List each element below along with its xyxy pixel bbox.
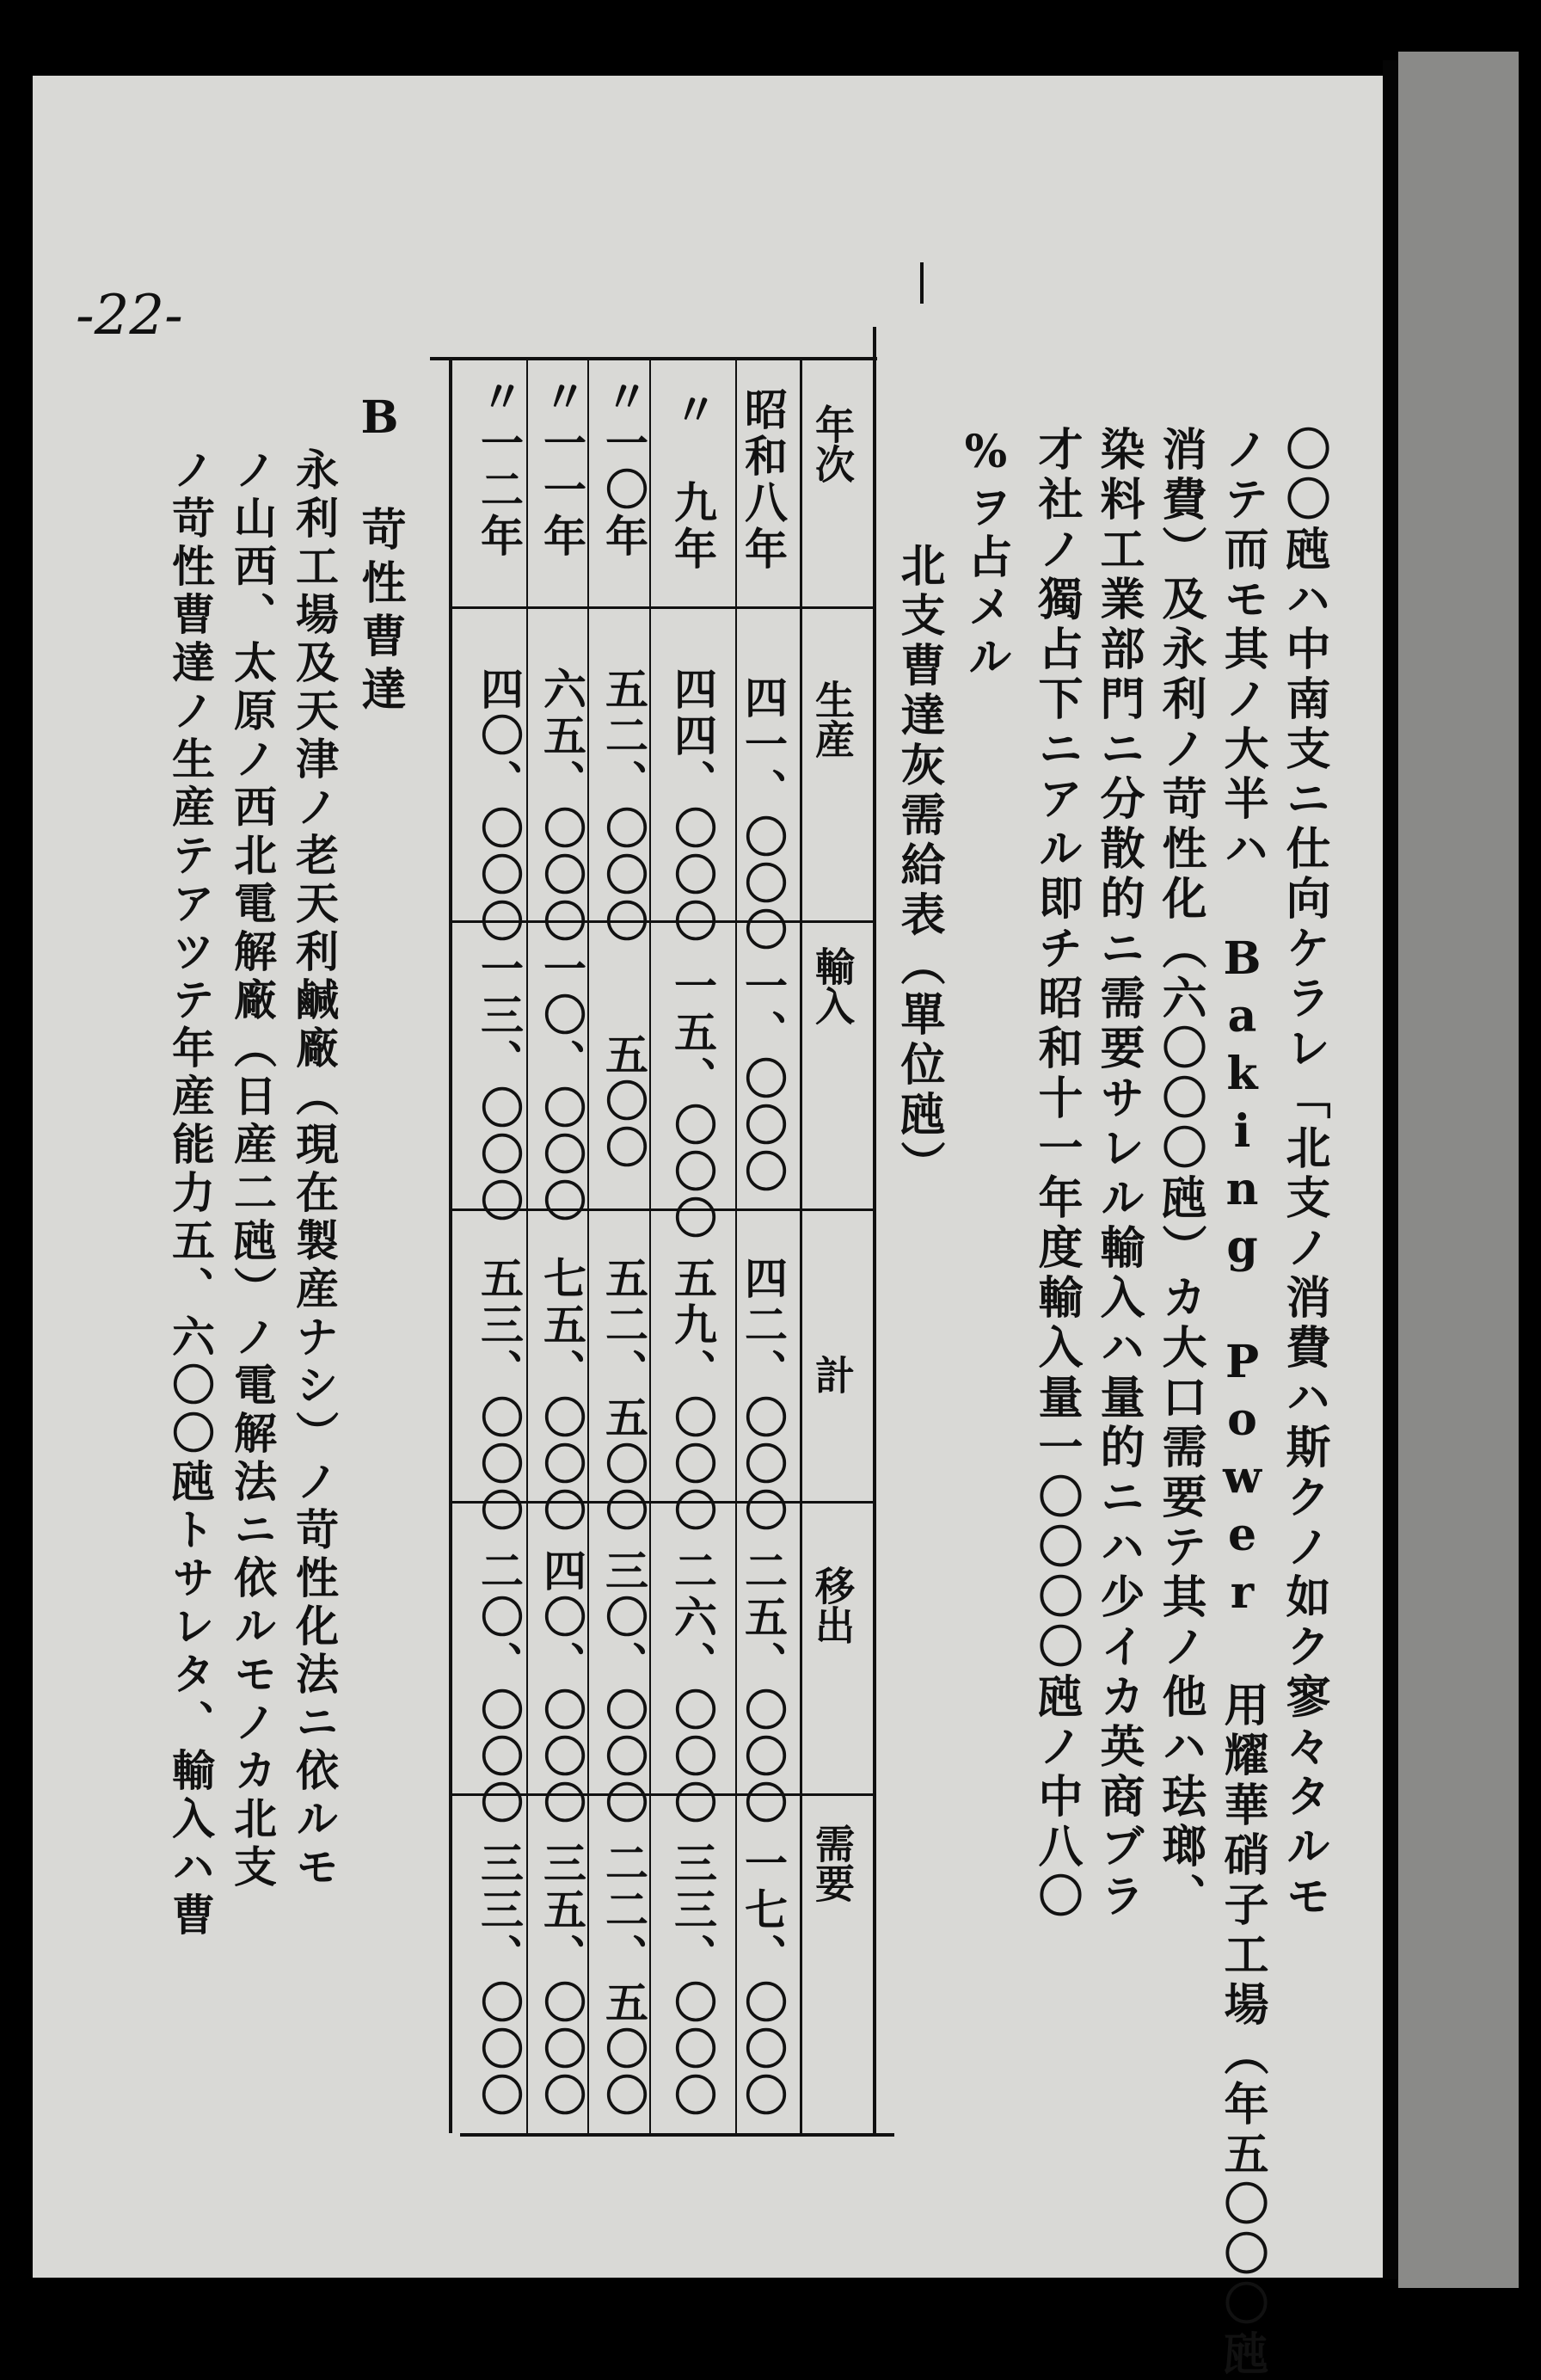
row3-demand: 二二、五〇〇 xyxy=(599,1841,649,2119)
row2-export: 二六、〇〇〇 xyxy=(667,1548,718,1827)
row4-export: 四〇、〇〇〇 xyxy=(537,1548,587,1827)
header-column-divider xyxy=(800,357,802,2133)
row-divider-2 xyxy=(649,357,651,2133)
row4-year: 〃一一年 xyxy=(537,374,587,560)
row1-production: 四一、〇〇〇 xyxy=(738,675,789,954)
column-divider-year xyxy=(449,606,873,609)
paragraph-line-4: 染料工業部門ニ分散的ニ需要サレル輸入ハ量的ニハ少イカ英商ブラ xyxy=(1092,426,1145,1922)
row-divider-4 xyxy=(526,357,528,2133)
paragraph-line-5: 才社ノ獨占下ニアル即チ昭和十一年度輸入量一〇〇〇〇瓲ノ中八〇 xyxy=(1030,426,1083,1922)
header-production: 生産 xyxy=(809,680,856,759)
table-right-border xyxy=(873,327,876,2133)
row3-export: 三〇、〇〇〇 xyxy=(599,1548,649,1827)
row2-production: 四四、〇〇〇 xyxy=(667,667,718,945)
paragraph-line-3: 消費）及永利ノ苛性化（六〇〇〇瓲）カ大口需要テ其ノ他ハ珐瑯、 xyxy=(1154,426,1206,1922)
row-divider-1 xyxy=(735,357,737,2133)
row-divider-3 xyxy=(587,357,589,2133)
row4-import: 一〇、〇〇〇 xyxy=(537,946,587,1225)
section-b-line-1: 永利工場及天津ノ老天利鹹廠（現在製産ナシ）ノ苛性化法ニ依ルモ xyxy=(289,447,340,1892)
row1-year: 昭和八年 xyxy=(738,387,789,573)
row5-total: 五三、〇〇〇 xyxy=(474,1256,525,1534)
header-import: 輸入 xyxy=(809,946,856,1025)
row4-demand: 三五、〇〇〇 xyxy=(537,1841,587,2119)
row5-export: 二〇、〇〇〇 xyxy=(474,1548,525,1827)
row1-import: 一、〇〇〇 xyxy=(738,963,789,1196)
row5-demand: 三三、〇〇〇 xyxy=(474,1841,525,2119)
row3-import: 五〇〇 xyxy=(599,1032,649,1172)
facing-page-edge xyxy=(1398,52,1519,2288)
header-year: 年次 xyxy=(809,404,856,483)
row1-export: 二五、〇〇〇 xyxy=(738,1548,789,1827)
header-total: 計 xyxy=(809,1355,856,1394)
row2-demand: 三三、〇〇〇 xyxy=(667,1841,718,2119)
table-left-border xyxy=(449,357,452,2133)
row4-total: 七五、〇〇〇 xyxy=(537,1256,587,1534)
section-b-line-3: ノ苛性曹達ノ生産テアツテ年産能力五、六〇〇瓲トサレタ、輸入ハ曹 xyxy=(165,447,216,1940)
margin-mark xyxy=(920,262,924,304)
row2-year: 〃 九年 xyxy=(667,387,718,573)
header-export: 移出 xyxy=(809,1565,856,1645)
paragraph-line-6: %ヲ占メル xyxy=(960,426,1012,683)
paragraph-line-1: 〇〇瓲ハ中南支ニ仕向ケラレ「北支ノ消費ハ斯クノ如ク寥々タルモ xyxy=(1278,426,1330,1922)
row3-total: 五二、五〇〇 xyxy=(599,1256,649,1534)
table-bottom-rule xyxy=(460,2133,894,2137)
row1-total: 四二、〇〇〇 xyxy=(738,1256,789,1534)
table-top-rule xyxy=(430,357,877,360)
header-demand: 需要 xyxy=(809,1823,856,1903)
paragraph-line-2: ノテ而モ其ノ大半ハ Baking Power 用耀華硝子工場（年五〇〇〇瓲 xyxy=(1216,426,1268,2380)
row5-production: 四〇、〇〇〇 xyxy=(474,667,525,945)
section-b-heading: B 苛性曹達 xyxy=(353,391,406,719)
row2-import: 一五、〇〇〇 xyxy=(667,963,718,1242)
table-title: 北支曹達灰需給表（單位瓲） xyxy=(893,542,945,1190)
row4-production: 六五、〇〇〇 xyxy=(537,667,587,945)
row5-import: 一三、〇〇〇 xyxy=(474,946,525,1225)
row3-year: 〃一〇年 xyxy=(599,374,649,560)
row5-year: 〃一二年 xyxy=(474,374,525,560)
row1-demand: 一七、〇〇〇 xyxy=(738,1841,789,2119)
section-b-line-2: ノ山西、太原ノ西北電解廠（日産二瓲）ノ電解法ニ依ルモノカ北支 xyxy=(227,447,278,1892)
row2-total: 五九、〇〇〇 xyxy=(667,1256,718,1534)
page-binding-shadow xyxy=(1383,60,1398,2279)
page-number: -22- xyxy=(76,284,183,347)
row3-production: 五二、〇〇〇 xyxy=(599,667,649,945)
